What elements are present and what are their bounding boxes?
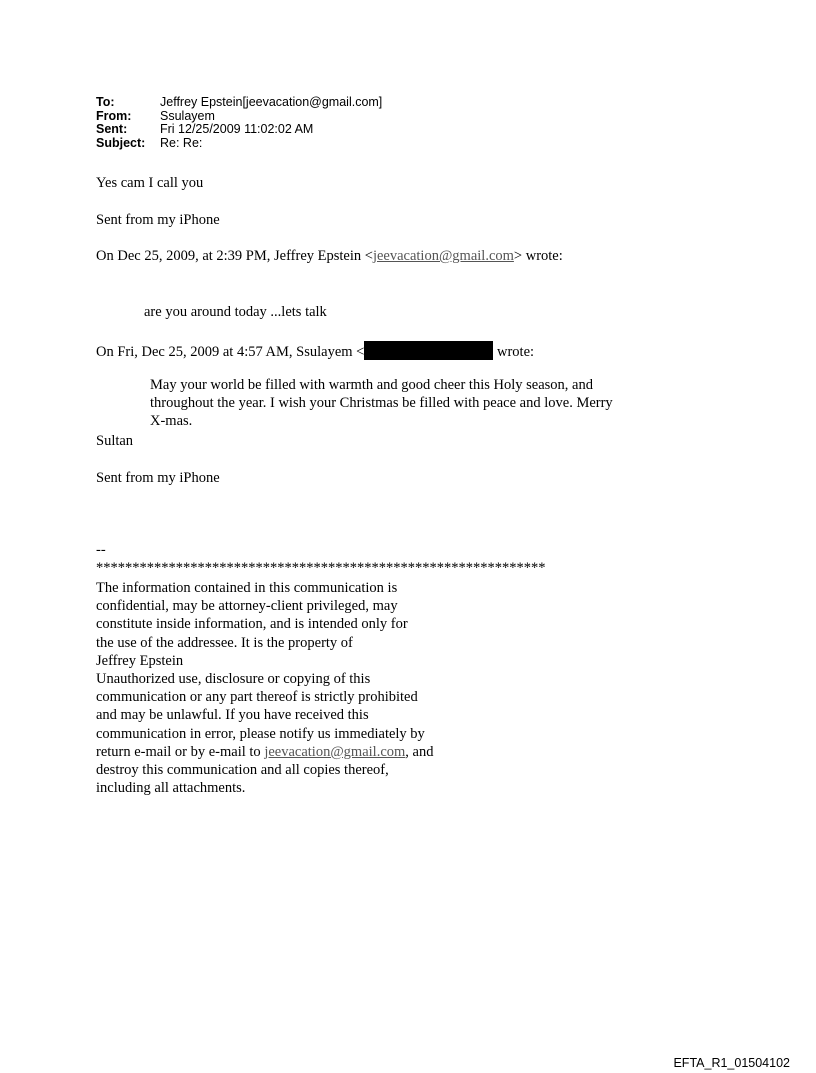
quote-2-body	[150, 376, 613, 430]
quote-1-email-link[interactable]: jeevacation@gmail.com	[372, 248, 514, 264]
quote-1-body: are you around today ...lets talk	[144, 304, 327, 320]
disclaimer-email-prefix: return e-mail or by e-mail to	[96, 743, 265, 760]
to-value: Jeffrey Epstein[jeevacation@gmail.com]	[160, 95, 383, 109]
quote-1-attribution	[96, 247, 563, 265]
reply-text: Yes cam I call you	[96, 175, 204, 191]
header-from-row	[96, 110, 382, 124]
quote-2-attribution	[96, 341, 534, 361]
header-sent-row	[96, 123, 382, 137]
header-to-row	[96, 96, 382, 110]
email-header	[96, 96, 382, 150]
disclaimer-email-line	[96, 743, 433, 761]
quote-1-suffix: > wrote:	[513, 248, 563, 264]
quote-2-suffix: wrote:	[496, 344, 535, 360]
from-value: Ssulayem	[160, 108, 215, 123]
from-label: From:	[96, 108, 132, 123]
redaction-block	[364, 341, 493, 360]
disclaimer-line: and may be unlawful. If you have received this	[96, 707, 369, 724]
disclaimer-line: Jeffrey Epstein	[96, 652, 184, 669]
quote-2-line: X-mas.	[150, 413, 193, 429]
confidentiality-disclaimer	[96, 579, 433, 797]
sent-value: Fri 12/25/2009 11:02:02 AM	[160, 122, 314, 136]
signature-separator: --	[96, 542, 106, 558]
disclaimer-line: constitute inside information, and is intended only for	[96, 616, 408, 633]
document-id: EFTA_R1_01504102	[673, 1056, 790, 1070]
disclaimer-email-suffix: , and	[405, 743, 434, 760]
disclaimer-line: confidential, may be attorney-client privileged, may	[96, 598, 398, 615]
disclaimer-line: the use of the addressee. It is the property of	[96, 634, 353, 651]
disclaimer-line: The information contained in this communication is	[96, 580, 398, 596]
signature-2: Sent from my iPhone	[96, 470, 220, 486]
disclaimer-line: including all attachments.	[96, 780, 246, 797]
disclaimer-line: destroy this communication and all copies thereof,	[96, 762, 389, 779]
sent-label: Sent:	[96, 122, 128, 136]
disclaimer-line: communication or any part thereof is strictly prohibited	[96, 689, 418, 706]
star-divider: **************************************************************	[96, 560, 546, 576]
quote-2-prefix: On Fri, Dec 25, 2009 at 4:57 AM, Ssulayem <	[96, 344, 365, 360]
disclaimer-line: communication in error, please notify us immediately by	[96, 725, 425, 742]
disclaimer-line: Unauthorized use, disclosure or copying of this	[96, 671, 371, 688]
header-subject-row	[96, 137, 382, 151]
quote-1-prefix: On Dec 25, 2009, at 2:39 PM, Jeffrey Epstein <	[96, 248, 373, 264]
quote-2-line: May your world be filled with warmth and good cheer this Holy season, and	[150, 377, 593, 393]
to-label: To:	[96, 95, 115, 109]
quote-2-line: throughout the year. I wish your Christmas be filled with peace and love. Merry	[150, 395, 613, 411]
subject-label: Subject:	[96, 135, 146, 150]
sender-name: Sultan	[96, 433, 134, 449]
disclaimer-email-link[interactable]: jeevacation@gmail.com	[264, 743, 406, 760]
subject-value: Re: Re:	[160, 135, 203, 150]
signature-1: Sent from my iPhone	[96, 212, 220, 228]
